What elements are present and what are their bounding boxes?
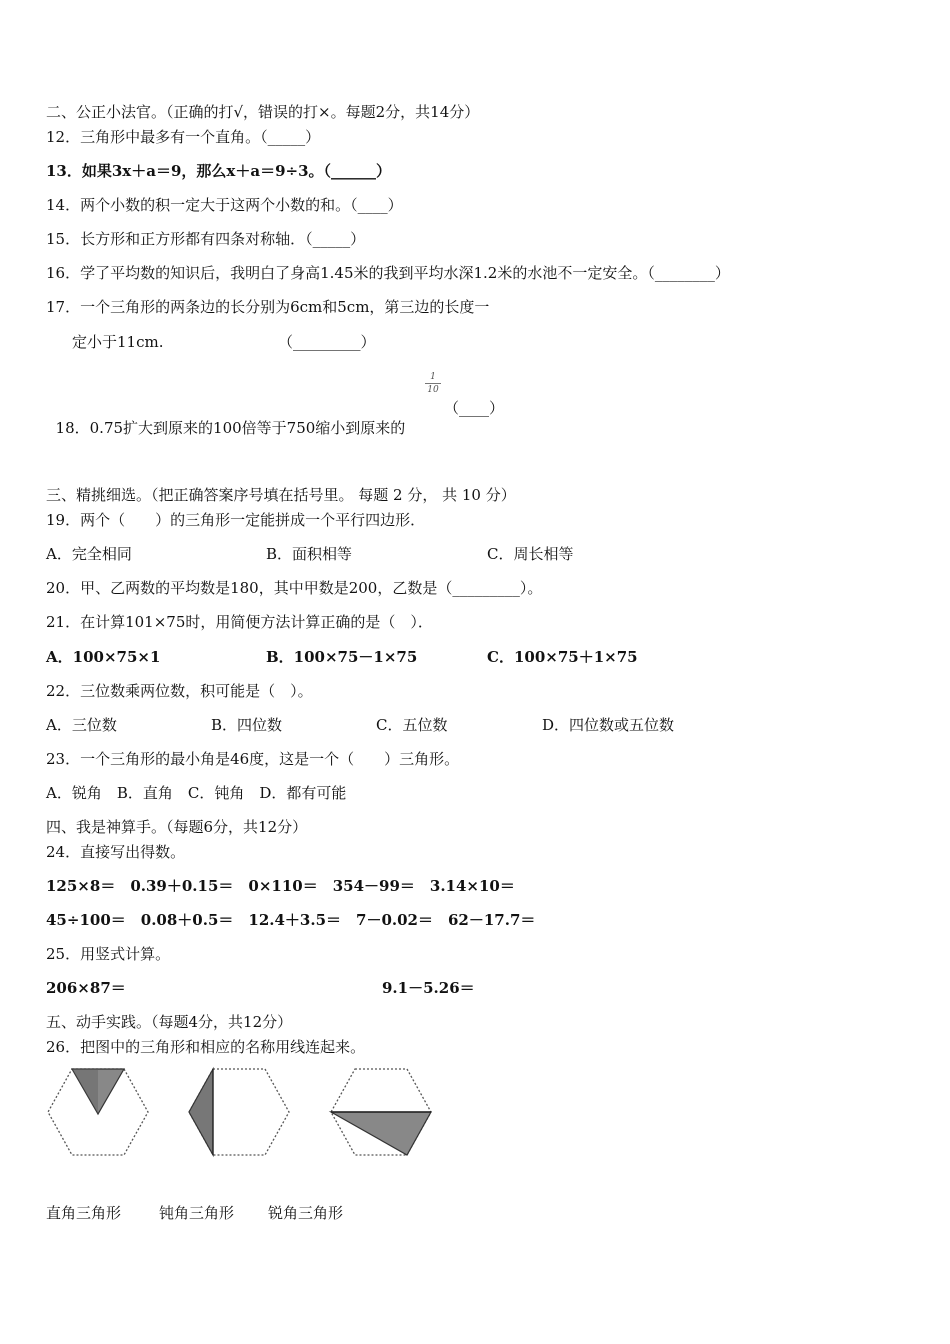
q19-option-b: B．面积相等 [266, 545, 353, 563]
fraction-numerator: 1 [430, 372, 436, 382]
question-17-blank: （_________） [278, 333, 376, 351]
hexagon-figure-3 [327, 1066, 435, 1160]
question-24: 24．直接写出得数。 [46, 843, 186, 861]
question-18 [46, 398, 405, 438]
question-12: 12．三角形中最多有一个直角。（_____） [46, 128, 321, 146]
q22-option-c: C．五位数 [376, 716, 448, 734]
question-21: 21．在计算101×75时，用简便方法计算正确的是（ ）． [46, 613, 433, 631]
q19-option-c: C．周长相等 [487, 545, 574, 563]
question-15: 15．长方形和正方形都有四条对称轴．（_____） [46, 230, 366, 248]
label-acute-triangle: 锐角三角形 [268, 1204, 344, 1222]
hexagon-figure-2 [185, 1066, 293, 1160]
q21-option-a: A．100×75×1 [46, 648, 161, 666]
hexagon-figure-1 [44, 1066, 152, 1160]
question-18-text: 18．0.75扩大到原来的100倍等于750缩小到原来的 [55, 419, 406, 437]
question-25: 25．用竖式计算。 [46, 945, 171, 963]
question-18-blank: （____） [444, 399, 505, 417]
section3-title: 三、精挑细选。（把正确答案序号填在括号里。 每题 2 分， 共 10 分） [46, 486, 516, 504]
question-17-line2: 定小于11cm. [72, 333, 164, 351]
q22-option-a: A．三位数 [46, 716, 117, 734]
section4-title: 四、我是神算手。（每题6分，共12分） [46, 818, 308, 836]
q19-option-a: A．完全相同 [46, 545, 132, 563]
q24-row-2: 45÷100＝ 0.08＋0.5＝ 12.4＋3.5＝ 7－0.02＝ 62－17.7＝ [46, 911, 536, 929]
q21-option-b: B．100×75－1×75 [266, 648, 418, 666]
section2-title: 二、公正小法官。（正确的打√，错误的打×。每题2分，共14分） [46, 103, 480, 121]
label-right-triangle: 直角三角形 [46, 1204, 122, 1222]
question-17-line1: 17．一个三角形的两条边的长分别为6cm和5cm，第三边的长度一 [46, 298, 490, 316]
section5-title: 五、动手实践。（每题4分，共12分） [46, 1013, 293, 1031]
question-19: 19．两个（ ）的三角形一定能拼成一个平行四边形． [46, 511, 426, 529]
q21-option-c: C．100×75＋1×75 [487, 648, 638, 666]
fraction-bar [425, 383, 441, 384]
q22-option-d: D．四位数或五位数 [542, 716, 675, 734]
question-22: 22．三位数乘两位数，积可能是（ ）。 [46, 682, 313, 700]
question-20: 20．甲、乙两数的平均数是180，其中甲数是200，乙数是（_________）。 [46, 579, 543, 597]
q25-problem-a: 206×87＝ [46, 979, 126, 997]
q24-row-1: 125×8＝ 0.39＋0.15＝ 0×110＝ 354－99＝ 3.14×10＝ [46, 877, 515, 895]
question-26: 26．把图中的三角形和相应的名称用线连起来。 [46, 1038, 366, 1056]
question-16: 16．学了平均数的知识后，我明白了身高1.45米的我到平均水深1.2米的水池不一定安全。（________） [46, 264, 730, 282]
fraction-denominator: 10 [427, 385, 439, 395]
question-13: 13．如果3x＋a＝9，那么x＋a＝9÷3。（______） [46, 162, 392, 180]
q25-problem-b: 9.1－5.26＝ [382, 979, 475, 997]
q22-option-b: B．四位数 [211, 716, 283, 734]
fraction-one-tenth [425, 372, 441, 395]
label-obtuse-triangle: 钝角三角形 [159, 1204, 235, 1222]
question-14: 14．两个小数的积一定大于这两个小数的和。（____） [46, 196, 403, 214]
question-23: 23．一个三角形的最小角是46度，这是一个（ ）三角形。 [46, 750, 460, 768]
q23-options: A．锐角 B．直角 C．钝角 D．都有可能 [46, 784, 347, 802]
